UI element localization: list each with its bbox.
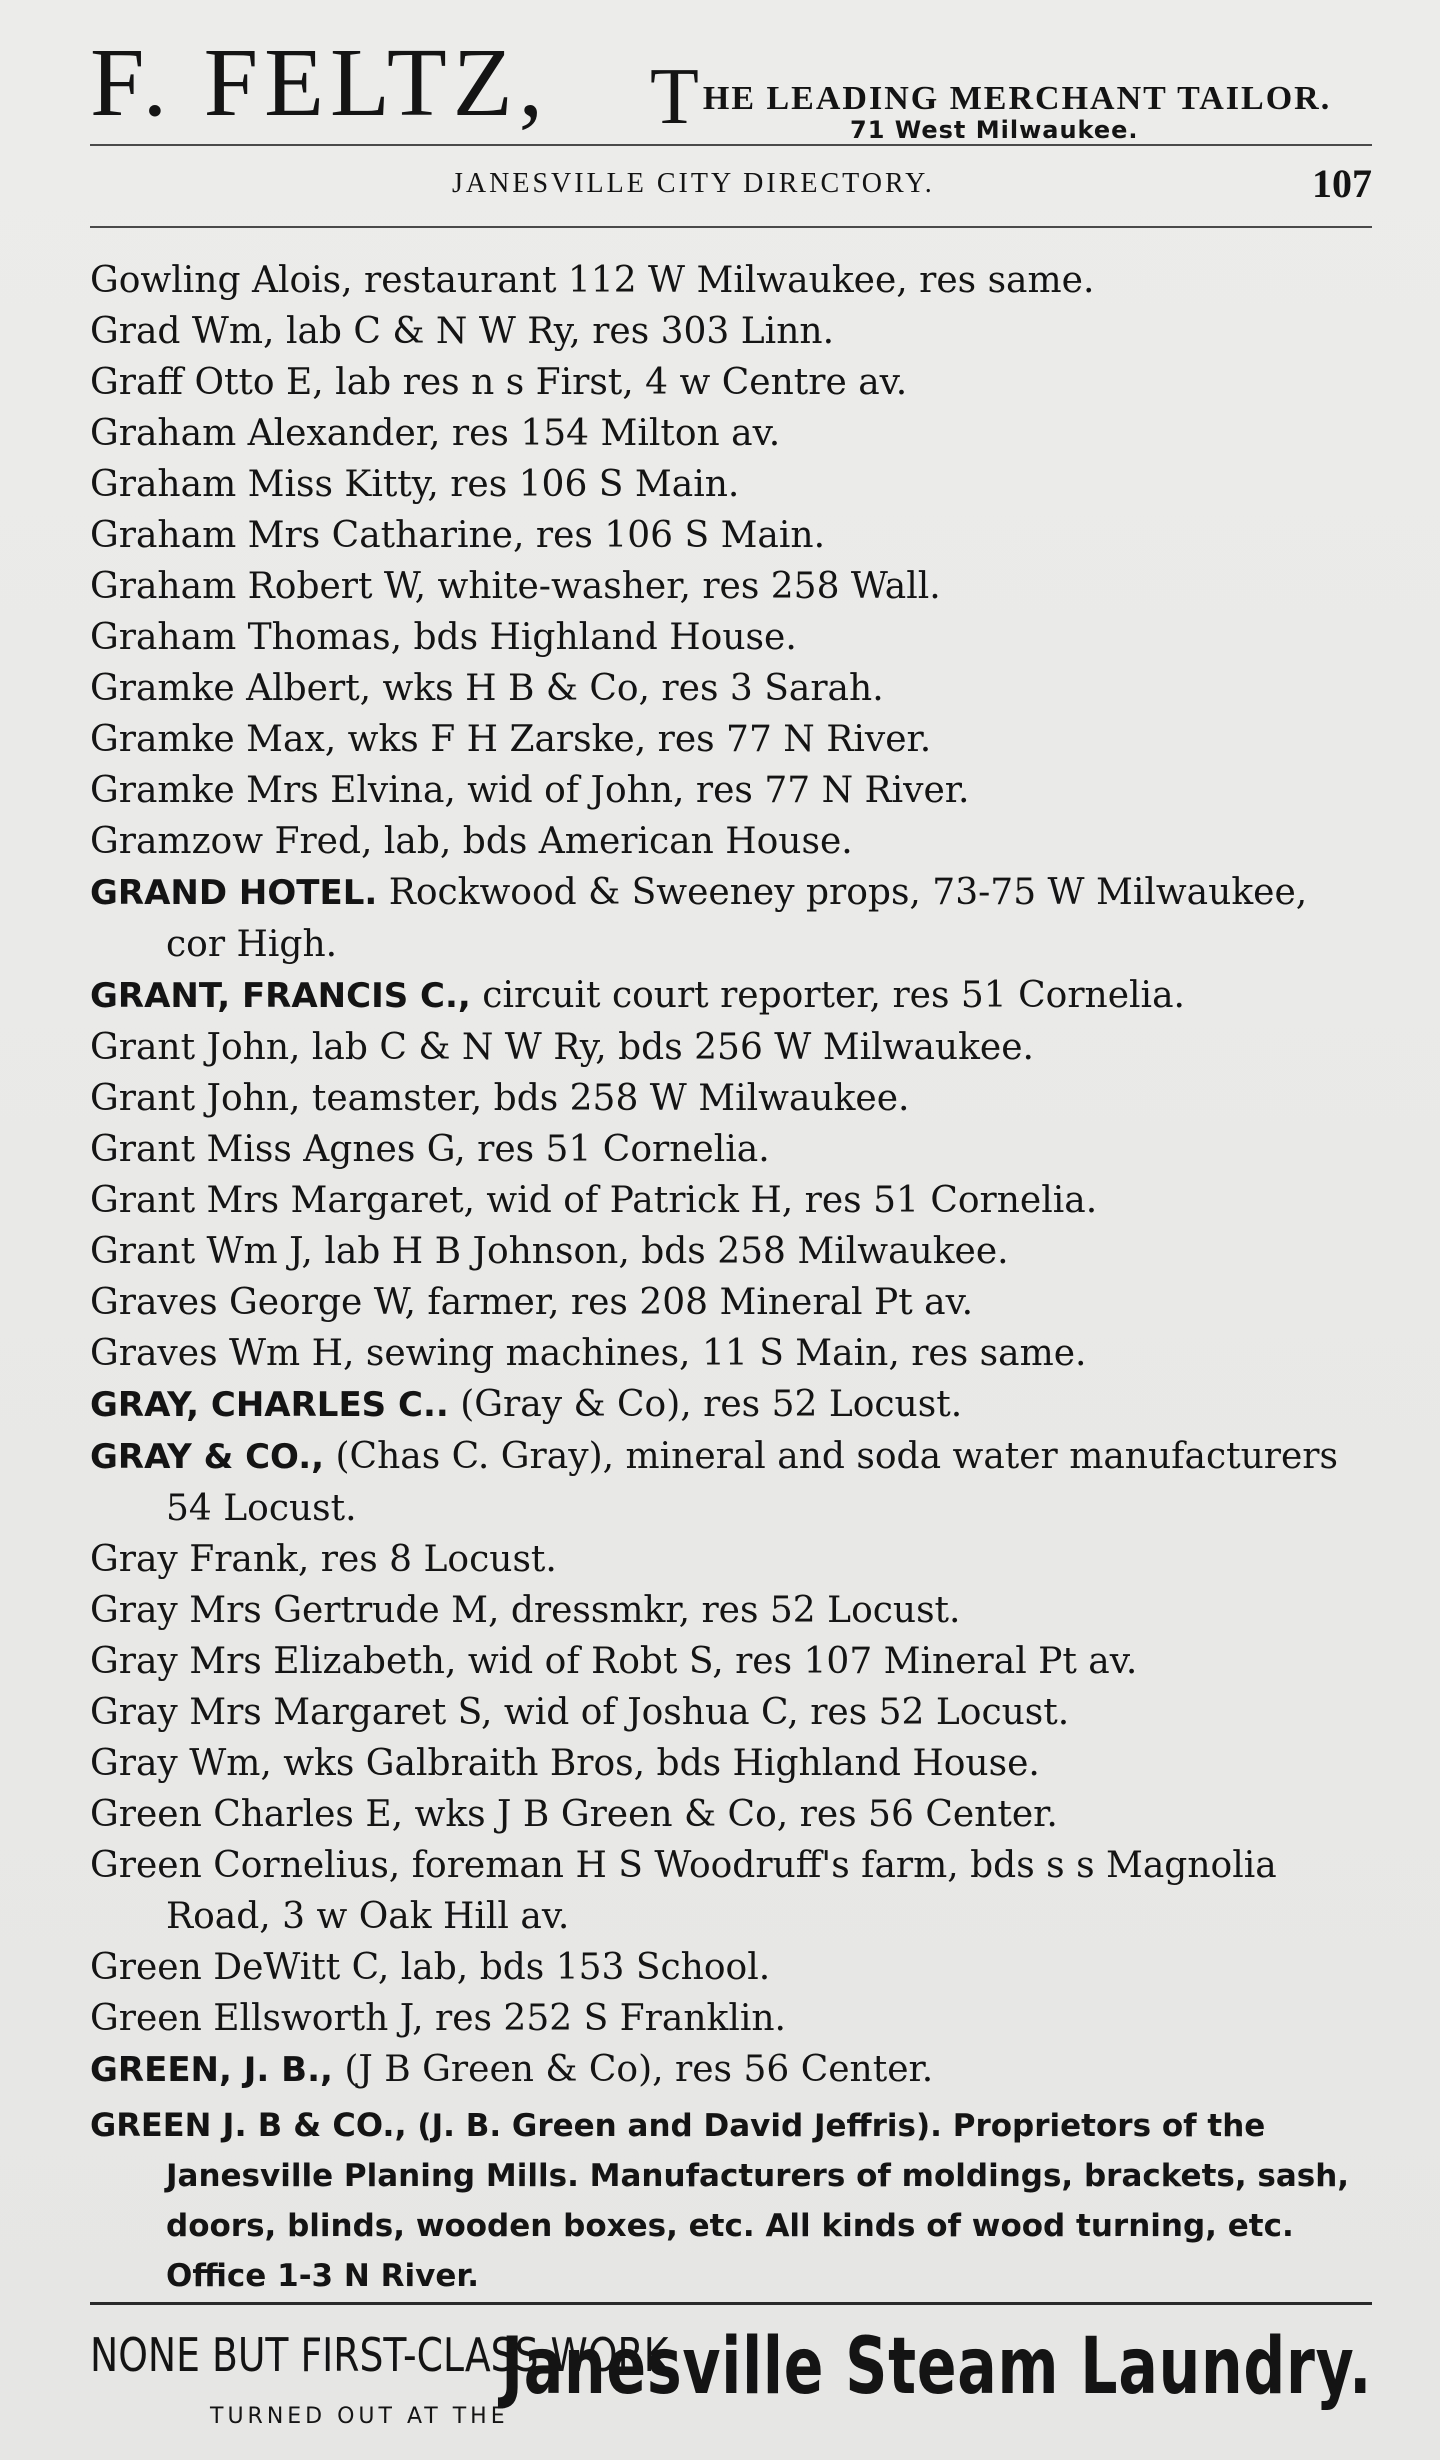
entry-lead: GRAND HOTEL. [90,873,378,913]
entry-text: Gramzow Fred, lab, bds American House. [90,821,853,862]
footer-divider [90,2302,1372,2305]
directory-entry [90,1124,1372,1175]
entry-text: Graham Thomas, bds Highland House. [90,617,797,658]
entry-text: circuit court reporter, res 51 Cornelia. [470,975,1185,1016]
entry-lead: GRAY & CO., [90,1437,325,1477]
advertiser-address: 71 West Milwaukee. [850,116,1139,144]
directory-entry [90,1175,1372,1226]
directory-entry [90,1328,1372,1379]
entry-text: Gray Frank, res 8 Locust. [90,1539,557,1580]
directory-entry [90,306,1372,357]
notice-lead: GREEN J. B & CO., [90,2106,407,2144]
directory-entry [90,1534,1372,1585]
entry-lead: GRAY, CHARLES C.. [90,1385,449,1425]
advertiser-name: F. FELTZ, [90,29,550,137]
directory-entry [90,867,1372,970]
directory-entry [90,765,1372,816]
tagline-rest: HE LEADING MERCHANT TAILOR. [702,80,1332,117]
entry-lead: GREEN, J. B., [90,2050,333,2090]
entry-text: Green Cornelius, foreman H S Woodruff's farm, bds s s Magnolia Road, 3 w Oak Hill av. [90,1845,1277,1937]
entry-text: Gramke Albert, wks H B & Co, res 3 Sarah. [90,668,884,709]
directory-entry [90,1431,1372,1534]
directory-entry [90,1687,1372,1738]
entry-text: Gray Mrs Margaret S, wid of Joshua C, res 52 Locust. [90,1692,1070,1733]
directory-entry [90,1993,1372,2044]
directory-entry [90,2044,1372,2096]
directory-entry [90,1073,1372,1124]
entry-text: Grad Wm, lab C & N W Ry, res 303 Linn. [90,311,835,352]
entry-text: Gramke Mrs Elvina, wid of John, res 77 N River. [90,770,970,811]
directory-entry [90,255,1372,306]
header-divider [90,226,1372,228]
directory-entries [90,255,1372,2301]
entry-text: Grant John, teamster, bds 258 W Milwaukee. [90,1078,910,1119]
directory-entry [90,357,1372,408]
entry-text: Gray Mrs Elizabeth, wid of Robt S, res 107 Mineral Pt av. [90,1641,1138,1682]
entry-text: Grant John, lab C & N W Ry, bds 256 W Milwaukee. [90,1027,1034,1068]
tagline-initial: T [650,53,699,141]
entry-text: Green Charles E, wks J B Green & Co, res 56 Center. [90,1794,1058,1835]
page-number: 107 [1312,161,1372,206]
ad-slogan-line1: NONE BUT FIRST-CLASS WORK [90,2328,669,2382]
directory-entry [90,1840,1372,1942]
directory-entry [90,510,1372,561]
entry-text: Green DeWitt C, lab, bds 153 School. [90,1947,771,1988]
directory-title: JANESVILLE CITY DIRECTORY. [452,168,935,199]
directory-entry [90,1738,1372,1789]
business-notice [90,2100,1372,2301]
entry-text: (Chas C. Gray), mineral and soda water manufacturers 54 Locust. [166,1436,1338,1529]
directory-entry [90,1636,1372,1687]
entry-lead: GRANT, FRANCIS C., [90,976,471,1016]
directory-entry [90,714,1372,765]
entry-text: Green Ellsworth J, res 252 S Franklin. [90,1998,786,2039]
directory-entry [90,1379,1372,1431]
directory-entry [90,459,1372,510]
entry-text: Gramke Max, wks F H Zarske, res 77 N River. [90,719,932,760]
directory-entry [90,408,1372,459]
directory-entry [90,663,1372,714]
laundry-name: Janesville Steam Laundry. [501,2322,1372,2412]
feltz-advertisement [90,29,1370,144]
entry-text: Graves Wm H, sewing machines, 11 S Main, res same. [90,1333,1087,1374]
directory-entry [90,1022,1372,1073]
top-divider [90,144,1372,146]
entry-text: Grant Wm J, lab H B Johnson, bds 258 Milwaukee. [90,1231,1009,1272]
directory-entry [90,970,1372,1022]
entry-text: Graff Otto E, lab res n s First, 4 w Centre av. [90,362,908,403]
directory-entry [90,816,1372,867]
directory-entry [90,612,1372,663]
entry-text: Grant Mrs Margaret, wid of Patrick H, res 51 Cornelia. [90,1180,1098,1221]
directory-entry [90,1942,1372,1993]
entry-text: Graves George W, farmer, res 208 Mineral Pt av. [90,1282,974,1323]
directory-entry [90,1226,1372,1277]
entry-text: Gray Mrs Gertrude M, dressmkr, res 52 Locust. [90,1590,961,1631]
directory-entry [90,1277,1372,1328]
entry-text: Gowling Alois, restaurant 112 W Milwaukee, res same. [90,260,1095,301]
entry-text: Graham Robert W, white-washer, res 258 Wall. [90,566,941,607]
entry-text: Grant Miss Agnes G, res 51 Cornelia. [90,1129,770,1170]
entry-text: Graham Alexander, res 154 Milton av. [90,413,781,454]
running-head [90,160,1372,210]
notice-text: (J. B. Green and David Jeffris). Proprietors of the Janesville Planing Mills. Manufacturers of moldings, brackets, sash, doors, blinds, wooden boxes, etc. All kinds of wood turning, etc. Office 1-3 N River. [166,2108,1350,2294]
entry-text: Graham Miss Kitty, res 106 S Main. [90,464,740,505]
entry-text: Gray Wm, wks Galbraith Bros, bds Highland House. [90,1743,1040,1784]
ad-slogan-line2: TURNED OUT AT THE [210,2404,509,2429]
entry-text: (J B Green & Co), res 56 Center. [332,2049,934,2090]
laundry-advertisement [90,2320,1372,2440]
directory-entry [90,1789,1372,1840]
entry-text: (Gray & Co), res 52 Locust. [448,1384,963,1425]
directory-entry [90,561,1372,612]
entry-text: Rockwood & Sweeney props, 73-75 W Milwaukee, cor High. [166,872,1308,965]
directory-entry [90,1585,1372,1636]
entry-text: Graham Mrs Catharine, res 106 S Main. [90,515,826,556]
